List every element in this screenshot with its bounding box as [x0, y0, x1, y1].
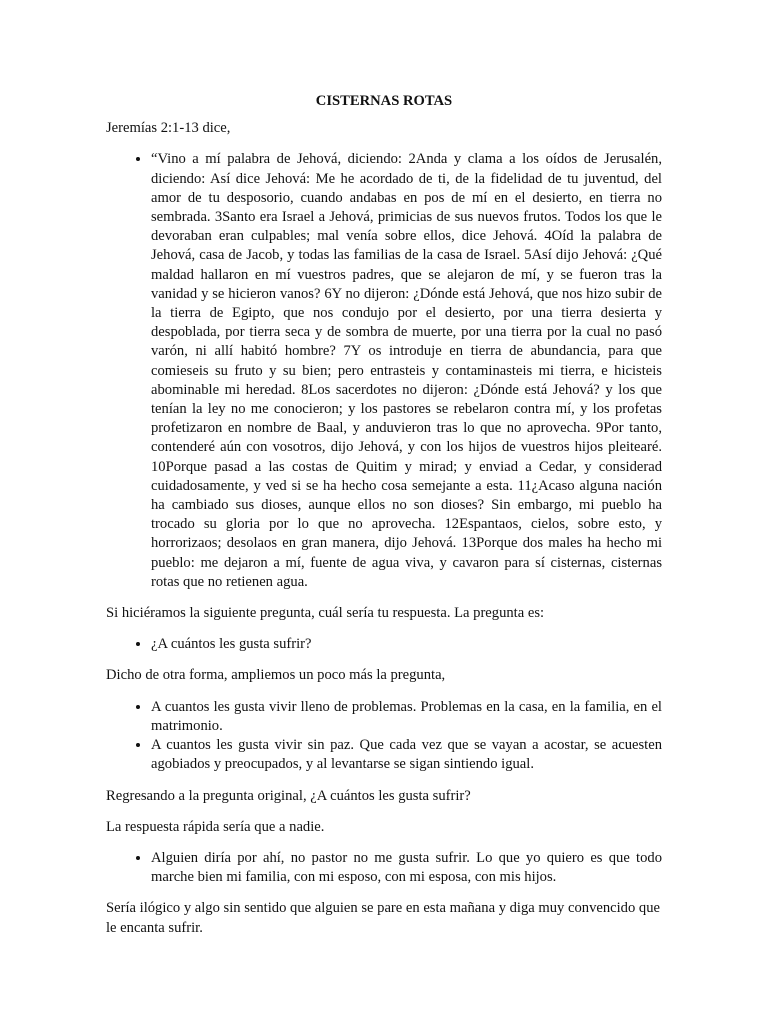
- question-intro-paragraph: Si hiciéramos la siguiente pregunta, cuál sería tu respuesta. La pregunta es:: [106, 605, 545, 622]
- question-bullet: • ¿A cuántos les gusta sufrir?: [151, 635, 662, 654]
- expand-question-paragraph: Dicho de otra forma, ampliemos un poco más la pregunta,: [106, 667, 446, 684]
- expanded-questions-list: [106, 698, 662, 775]
- expanded-question-bullet-2: • A cuantos les gusta vivir sin paz. Que cada vez que se vayan a acostar, se acuesten agobiados y preocupados, y al levantarse se sigan sintiendo igual.: [151, 736, 662, 774]
- question-list: [106, 635, 662, 654]
- scripture-quote: • “Vino a mí palabra de Jehová, diciendo: 2Anda y clama a los oídos de Jerusalén, diciendo: Así dice Jehová: Me he acordado de ti, de la fidelidad de tu juventud, del amor de tu desposorio, cuando andabas en pos de mí en el desierto, en tierra no sembrada. 3Santo era Israel a Jehová, primicias de sus nuevos frutos. Todos los que le devoraban eran culpables; mal venía sobre ellos, dice Jehová. 4Oíd la palabra de Jehová, casa de Jacob, y todas las familias de la casa de Israel. 5Así dijo Jehová: ¿Qué maldad hallaron en mí vuestros padres, que se alejaron de mí, y se fueron tras la vanidad y se hicieron vanos? 6Y no dijeron: ¿Dónde está Jehová, que nos hizo subir de la tierra de Egipto, que nos condujo por el desierto, por una tierra desierta y despoblada, por tierra seca y de sombra de muerte, por una tierra por la cual no pasó varón, ni allí habitó hombre? 7Y os introduje en tierra de abundancia, para que comieseis su fruto y su bien; pero entrasteis y contaminasteis mi tierra, e hicisteis abominable mi heredad. 8Los sacerdotes no dijeron: ¿Dónde está Jehová? y los que tenían la ley no me conocieron; y los pastores se rebelaron contra mí, y los profetas profetizaron en nombre de Baal, y anduvieron tras lo que no aprovecha. 9Por tanto, contenderé aún con vosotros, dijo Jehová, y con los hijos de vuestros hijos pleitearé. 10Porque pasad a las costas de Quitim y mirad; y enviad a Cedar, y considerad cuidadosamente, y ved si se ha hecho cosa semejante a esta. 11¿Acaso alguna nación ha cambiado sus dioses, aunque ellos no son dioses? Sin embargo, mi pueblo ha trocado su gloria por lo que no aprovecha. 12Espantaos, cielos, sobre esto, y horrorizaos; desolaos en gran manera, dijo Jehová. 13Porque dos males ha hecho mi pueblo: me dejaron a mí, fuente de agua viva, y cavaron para sí cisternas, cisternas rotas que no retienen agua.: [151, 150, 662, 592]
- original-question-paragraph: Regresando a la pregunta original, ¿A cuántos les gusta sufrir?: [106, 787, 471, 804]
- document-title: CISTERNAS ROTAS: [315, 93, 453, 109]
- expanded-question-bullet-1: • A cuantos les gusta vivir lleno de problemas. Problemas en la casa, en la familia, en el matrimonio.: [151, 698, 662, 736]
- intro-paragraph: Jeremías 2:1-13 dice,: [106, 120, 231, 137]
- answer-bullet: • Alguien diría por ahí, no pastor no me gusta sufrir. Lo que yo quiero es que todo marche bien mi familia, con mi esposo, con mi esposa, con mis hijos.: [151, 849, 662, 887]
- closing-paragraph: Sería ilógico y algo sin sentido que alguien se pare en esta mañana y diga muy convencido que le encanta sufrir.: [106, 900, 660, 936]
- scripture-quote-list: [106, 150, 662, 592]
- answer-list: [106, 849, 662, 887]
- quick-answer-paragraph: La respuesta rápida sería que a nadie.: [106, 818, 325, 835]
